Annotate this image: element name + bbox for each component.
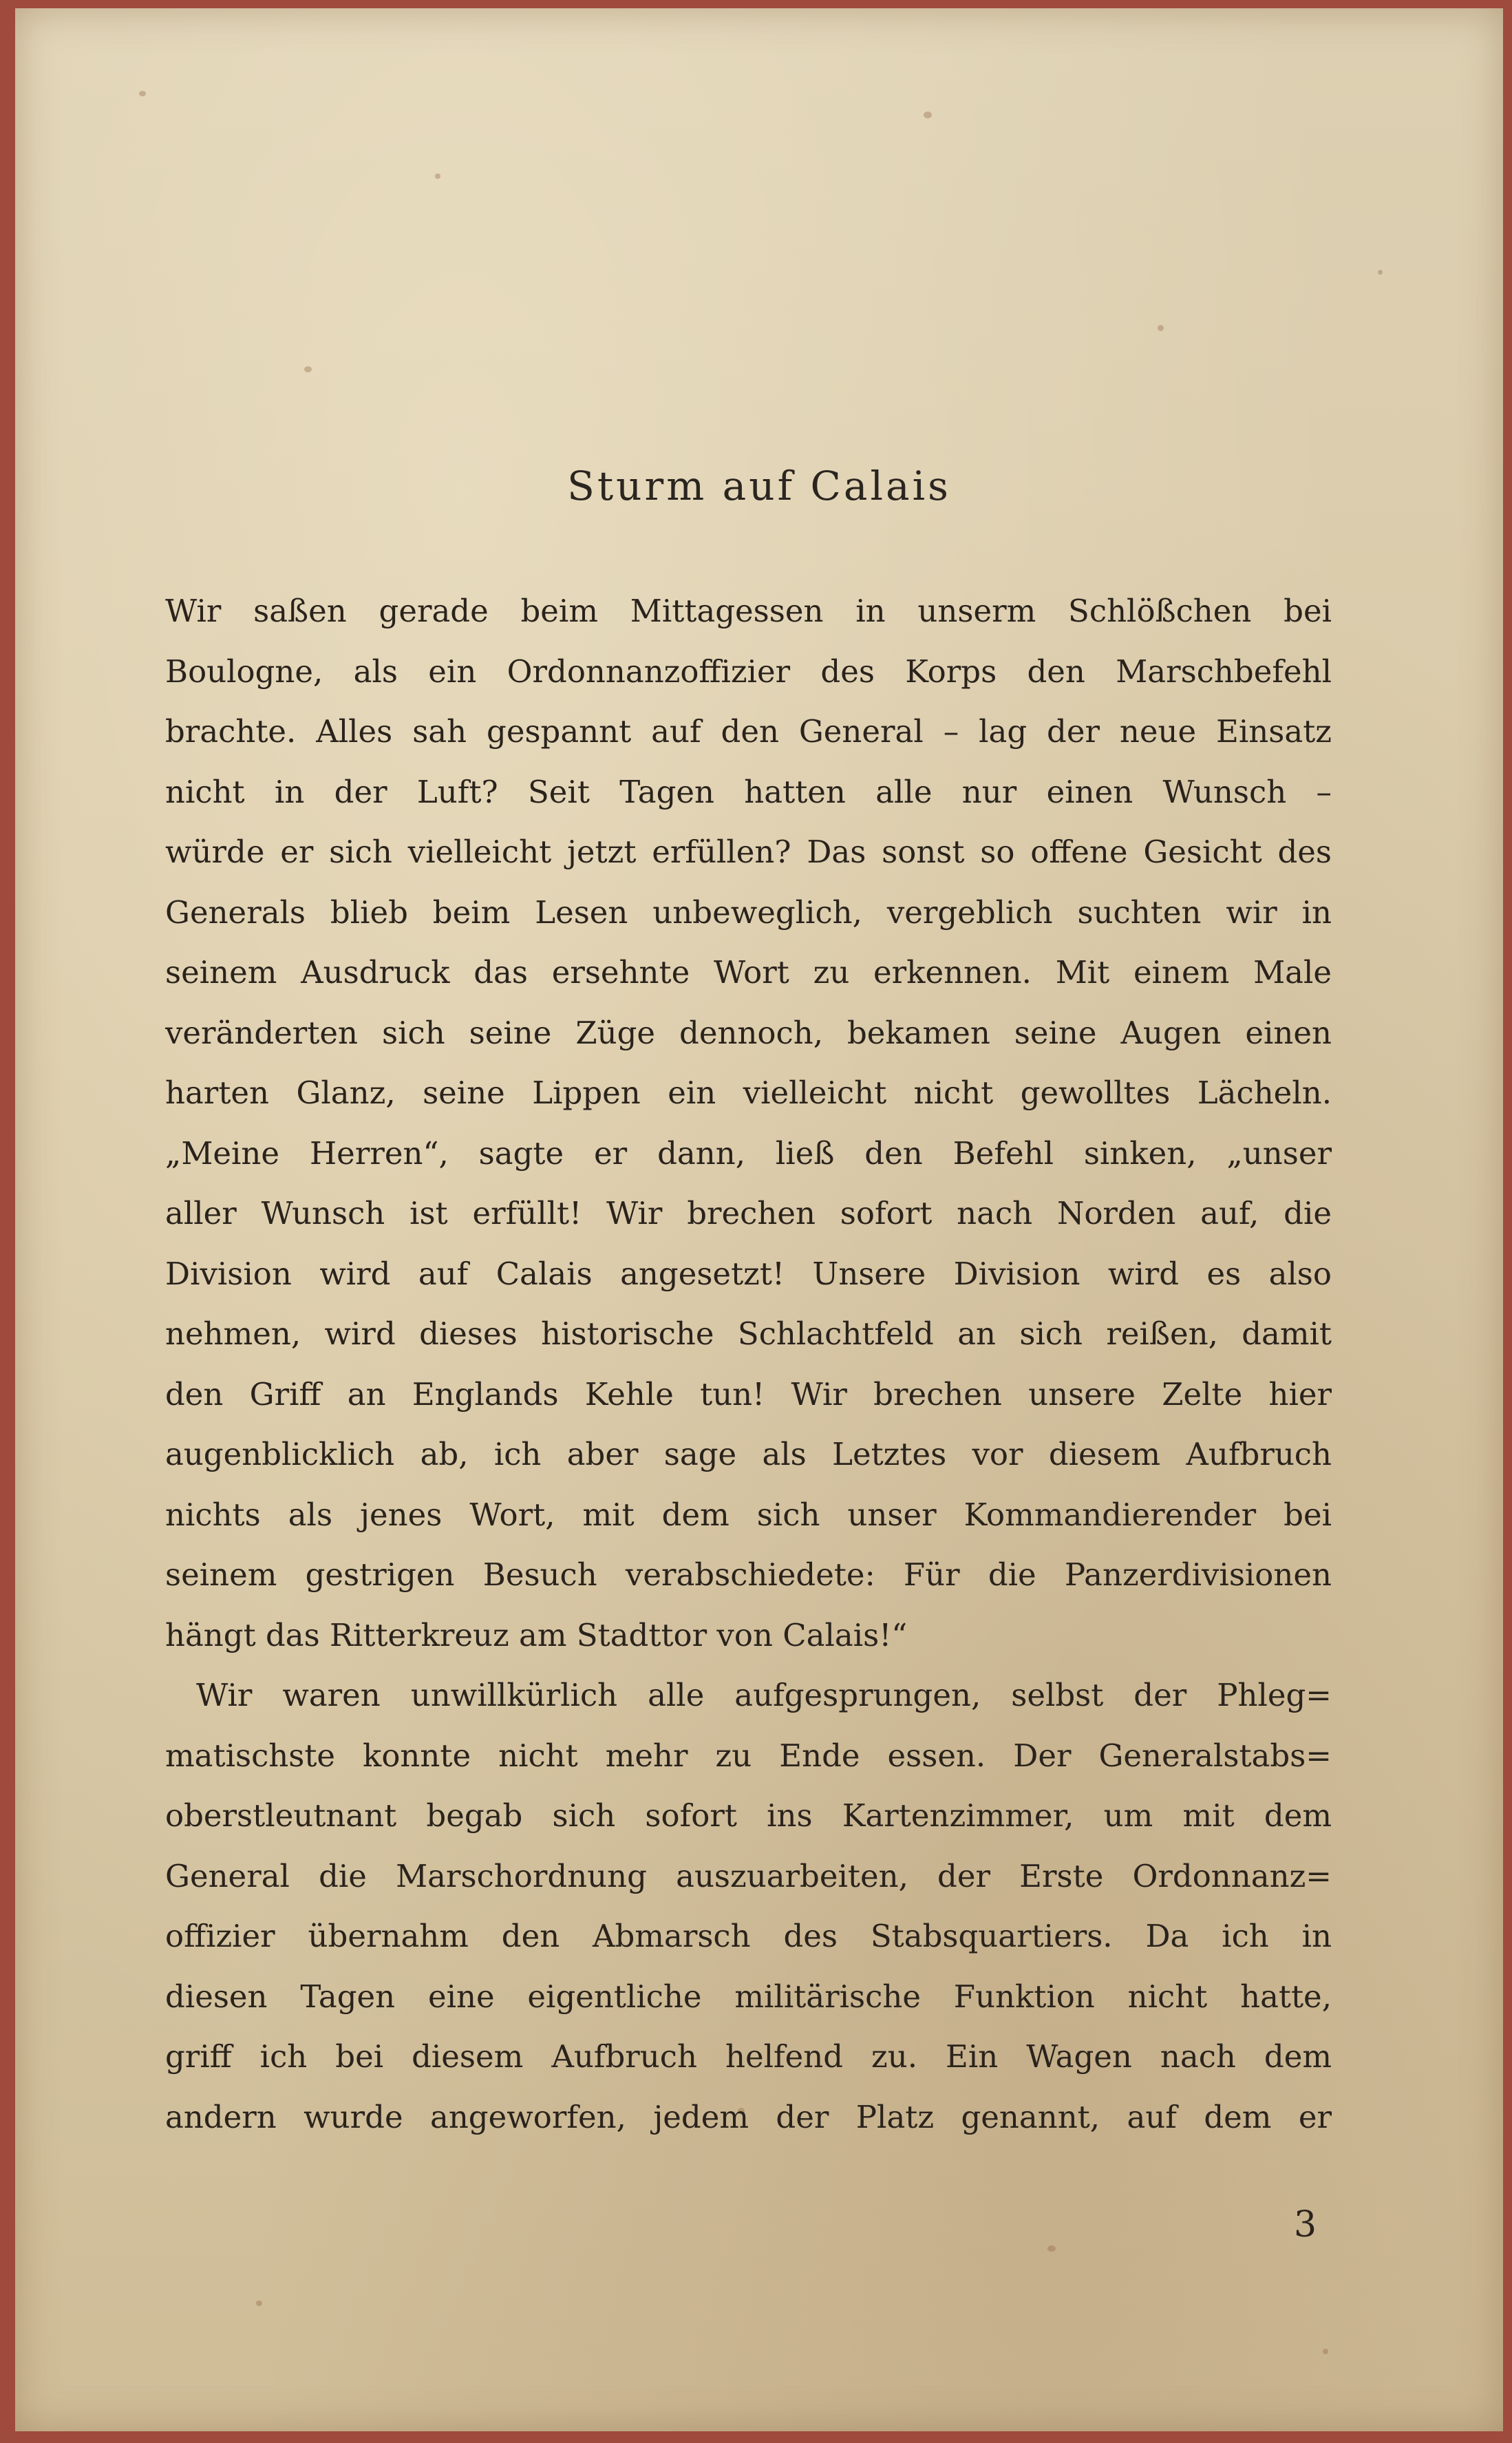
text-line: brachte. Alles sah gespannt auf den General – lag der neue Einsatz <box>165 713 1332 750</box>
page-number: 3 <box>1294 2204 1317 2245</box>
text-line: aller Wunsch ist erfüllt! Wir brechen sofort nach Norden auf, die <box>165 1195 1332 1231</box>
text-line: Wir waren unwillkürlich alle aufgesprungen, selbst der Phleg= <box>196 1677 1332 1713</box>
paper-speck <box>924 112 932 118</box>
text-line: hängt das Ritterkreuz am Stadttor von Calais!“ <box>165 1616 908 1653</box>
text-line: den Griff an Englands Kehle tun! Wir brechen unsere Zelte hier <box>165 1375 1332 1413</box>
text-line: seinem gestrigen Besuch verabschiedete: Für die Panzerdivisionen <box>165 1556 1332 1593</box>
text-line: andern wurde angeworfen, jedem der Platz genannt, auf dem er <box>165 2098 1332 2135</box>
text-line: veränderten sich seine Züge dennoch, bekamen seine Augen einen <box>165 1014 1332 1051</box>
text-line: offizier übernahm den Abmarsch des Stabsquartiers. Da ich in <box>165 1918 1332 1954</box>
paper-speck <box>139 91 146 96</box>
text-line: matischste konnte nicht mehr zu Ende essen. Der Generalstabs= <box>165 1737 1332 1774</box>
chapter-body <box>165 581 1332 2147</box>
paper-speck <box>435 173 440 179</box>
text-line: nicht in der Luft? Seit Tagen hatten alle nur einen Wunsch – <box>165 773 1332 810</box>
text-line: harten Glanz, seine Lippen ein vielleicht nicht gewolltes Lächeln. <box>165 1075 1332 1111</box>
text-line: „Meine Herren“, sagte er dann, ließ den Befehl sinken, „unser <box>165 1134 1332 1172</box>
text-line: Generals blieb beim Lesen unbeweglich, vergeblich suchten wir in <box>165 893 1332 931</box>
book-page <box>15 8 1503 2431</box>
text-line: nehmen, wird dieses historische Schlachtfeld an sich reißen, damit <box>165 1315 1332 1352</box>
text-line: diesen Tagen eine eigentliche militärische Funktion nicht hatte, <box>165 1978 1332 2015</box>
chapter-title: Sturm auf Calais <box>567 463 951 509</box>
text-line: Wir saßen gerade beim Mittagessen in unserm Schlößchen bei <box>165 593 1332 629</box>
text-line: nichts als jenes Wort, mit dem sich unser Kommandierender bei <box>165 1496 1332 1533</box>
paper-speck <box>304 366 312 372</box>
text-line: Division wird auf Calais angesetzt! Unsere Division wird es also <box>165 1255 1332 1292</box>
paper-speck <box>1323 2349 1328 2354</box>
text-line: griff ich bei diesem Aufbruch helfend zu. Ein Wagen nach dem <box>165 2038 1332 2075</box>
text-line: seinem Ausdruck das ersehnte Wort zu erkennen. Mit einem Male <box>165 954 1332 991</box>
paper-speck <box>1158 325 1164 331</box>
paper-speck <box>1047 2245 1056 2252</box>
paper-speck <box>256 2301 262 2306</box>
text-line: würde er sich vielleicht jetzt erfüllen? Das sonst so offene Gesicht des <box>165 834 1332 870</box>
text-line: augenblicklich ab, ich aber sage als Letztes vor diesem Aufbruch <box>165 1436 1332 1472</box>
text-line: oberstleutnant begab sich sofort ins Kartenzimmer, um mit dem <box>165 1797 1332 1834</box>
text-line: Boulogne, als ein Ordonnanzoffizier des Korps den Marschbefehl <box>165 653 1332 690</box>
text-line: General die Marschordnung auszuarbeiten, der Erste Ordonnanz= <box>165 1857 1332 1894</box>
paper-speck <box>1378 270 1383 275</box>
